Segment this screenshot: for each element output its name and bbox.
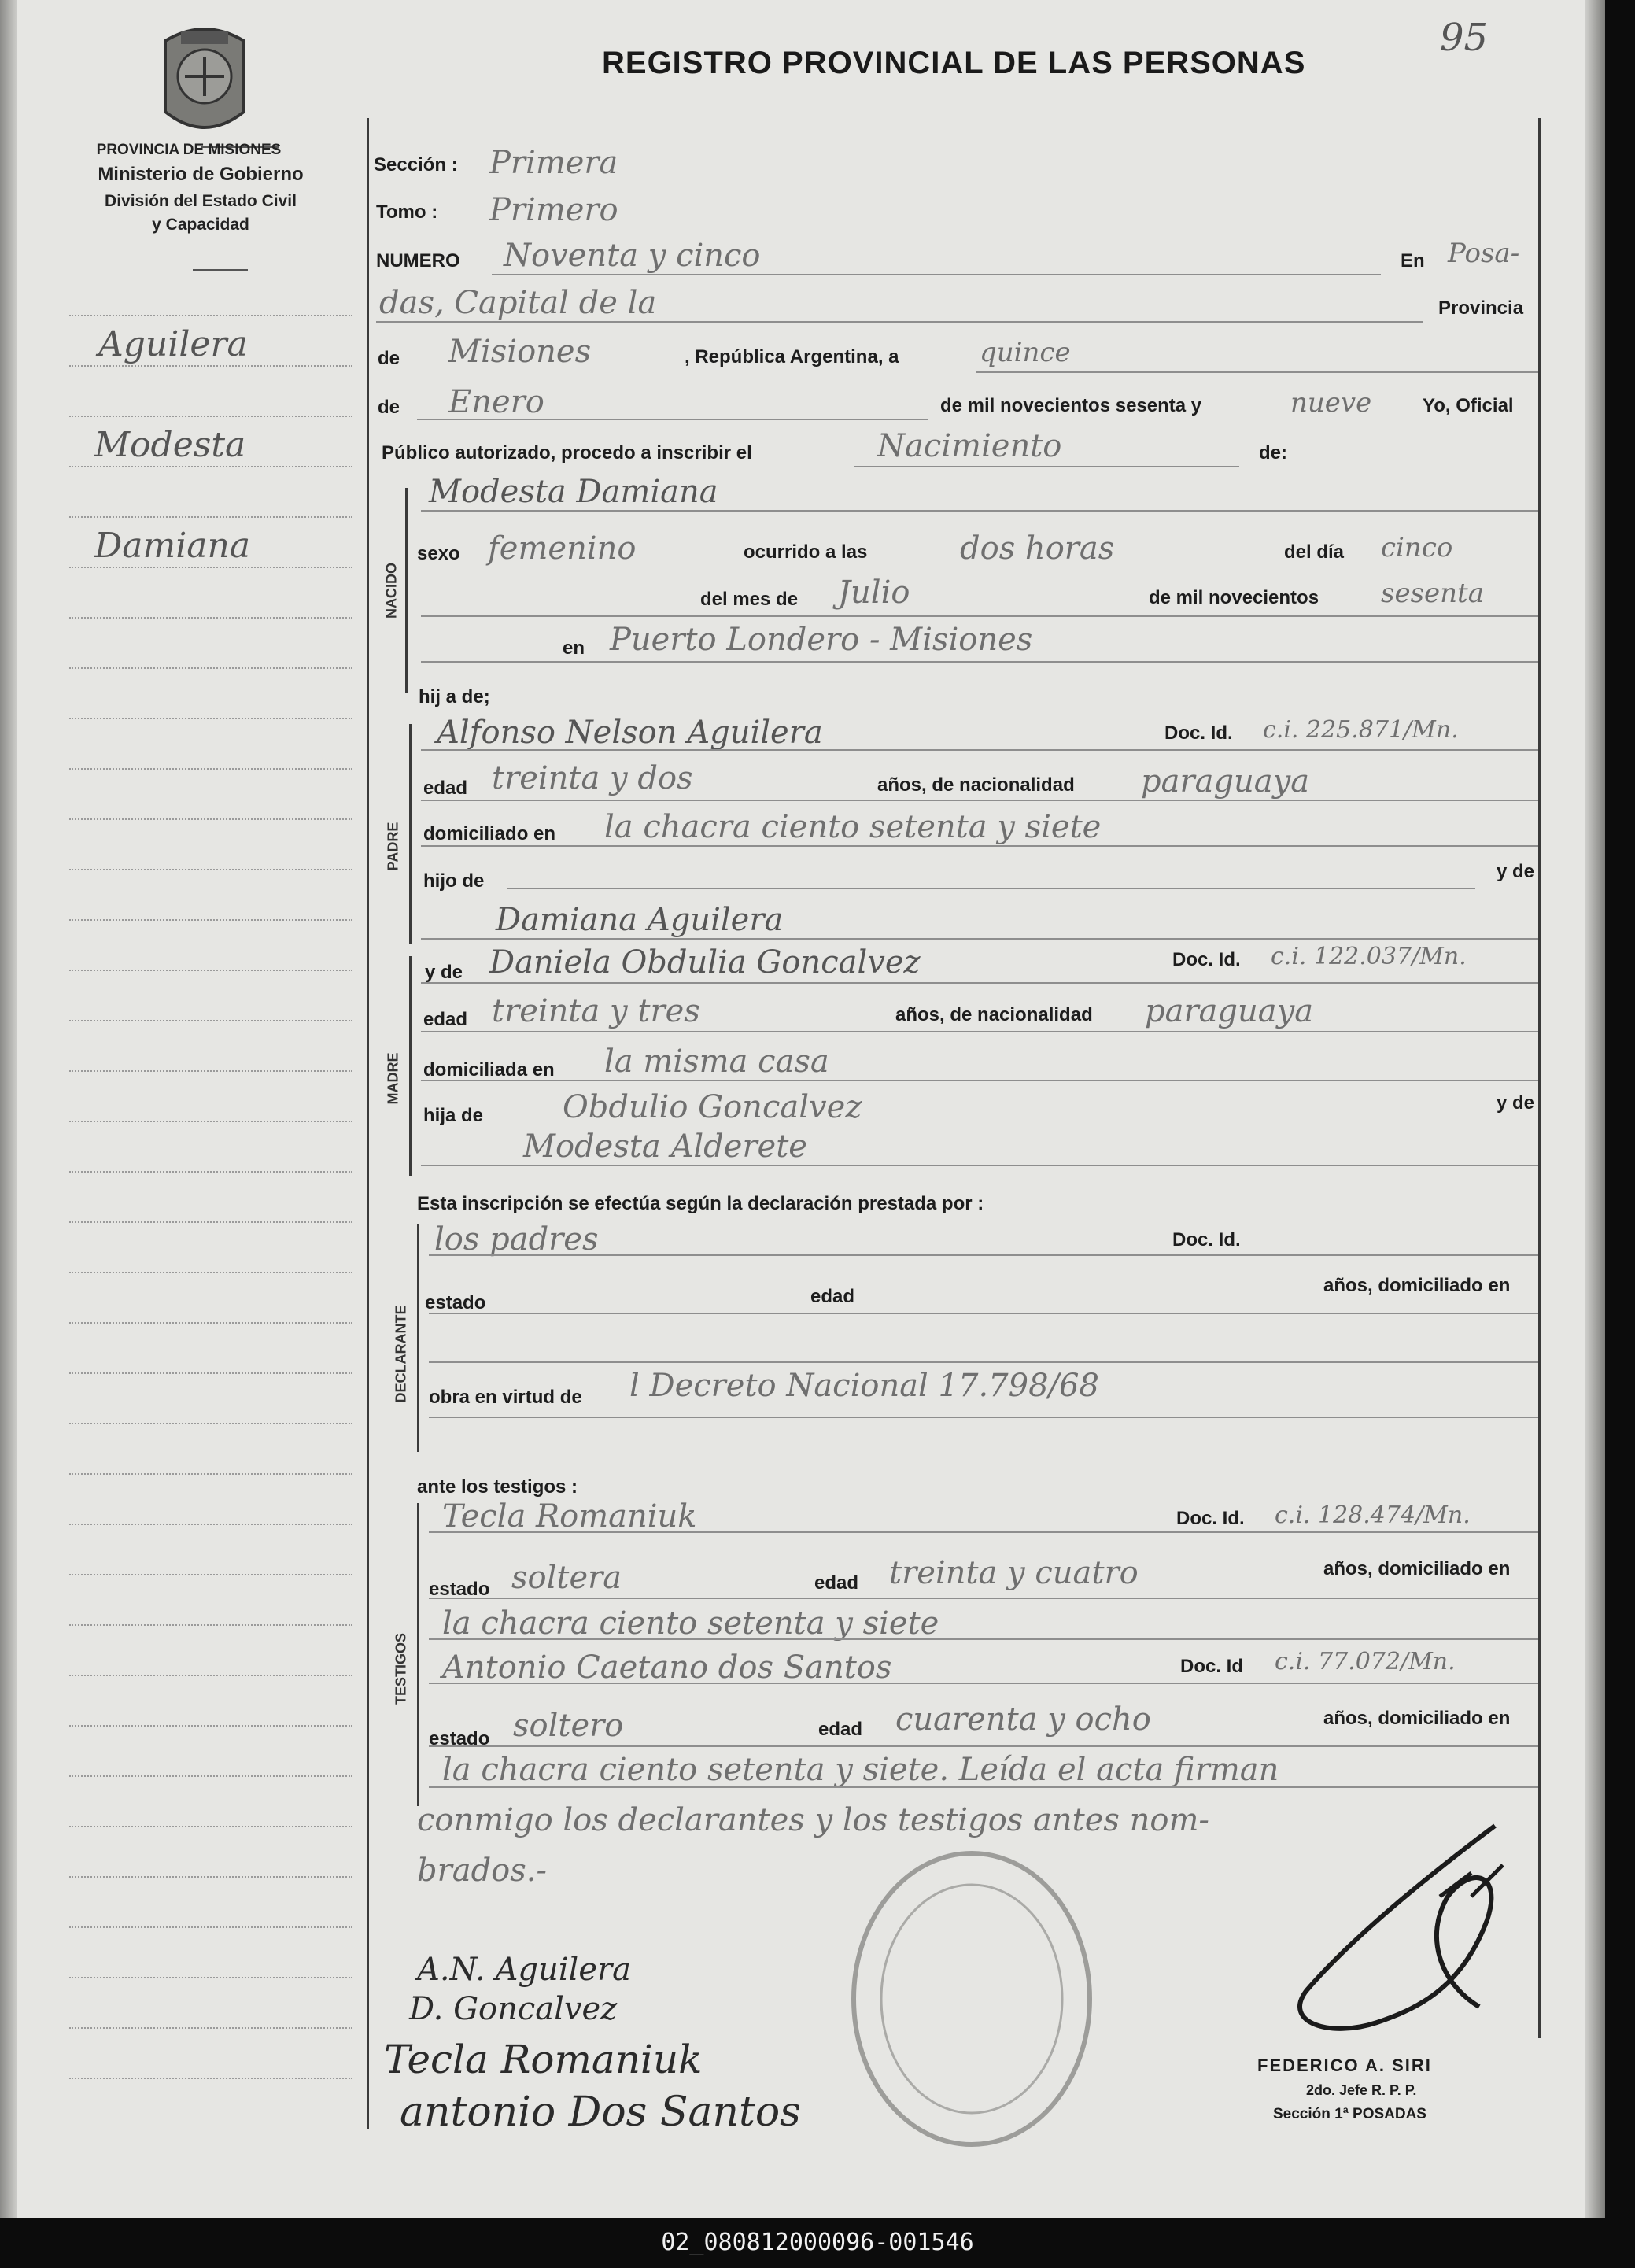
margin-ruled-line	[69, 768, 352, 770]
testigos-bracket	[417, 1503, 419, 1806]
abuela-paterna: Damiana Aguilera	[496, 902, 784, 938]
margin-ruled-line	[69, 466, 352, 467]
lugar-label: en	[563, 637, 585, 659]
hija-de-madre-label: hija de	[423, 1105, 484, 1126]
testigo1-dom-line	[429, 1638, 1538, 1640]
margin-second-name: Damiana	[94, 526, 251, 566]
margin-ruled-line	[69, 1020, 352, 1021]
en-label: En	[1401, 250, 1425, 271]
anio-value: nueve	[1290, 387, 1372, 419]
mes-nac-label: del mes de	[700, 589, 799, 610]
official-role: 2do. Jefe R. P. P.	[1306, 2082, 1417, 2098]
margin-ruled-line	[69, 718, 352, 719]
padre-doc-value: c.i. 225.871/Mn.	[1263, 716, 1459, 744]
testigo1-anios-label: años, domiciliado en	[1323, 1558, 1511, 1579]
numero-label: NUMERO	[376, 250, 460, 271]
padre-dom-label: domiciliado en	[423, 823, 556, 844]
page-number: 95	[1440, 16, 1489, 60]
margin-ruled-line	[69, 1574, 352, 1575]
seccion-label: Sección :	[374, 154, 458, 175]
dia-line	[976, 371, 1538, 373]
madre-yde2-label: y de	[1497, 1092, 1535, 1114]
margin-first-name: Modesta	[94, 425, 246, 465]
en-value: Posa-	[1448, 238, 1520, 269]
issuer-ministry: Ministerio de Gobierno	[98, 164, 304, 185]
testigo1-doc-label: Doc. Id.	[1176, 1508, 1245, 1529]
obra-value: l Decreto Nacional 17.798/68	[629, 1368, 1099, 1404]
padre-yde-label: y de	[1497, 861, 1535, 882]
mes-line	[417, 419, 928, 420]
oficial-label: Yo, Oficial	[1423, 395, 1514, 416]
testigo2-dom-line	[429, 1786, 1538, 1788]
tomo-label: Tomo :	[376, 201, 438, 223]
nacido-nombre-line	[421, 510, 1538, 512]
madre-nac-label: años, de nacionalidad	[895, 1004, 1093, 1025]
padre-dom-line	[421, 845, 1538, 847]
testigo2-nombre: Antonio Caetano dos Santos	[442, 1649, 892, 1686]
margin-ruled-line	[69, 1675, 352, 1676]
padre-nombre-line	[421, 749, 1538, 751]
official-section: Sección 1ª POSADAS	[1273, 2106, 1426, 2122]
page-title: REGISTRO PROVINCIAL DE LAS PERSONAS	[602, 46, 1306, 80]
madre-dom-line	[421, 1080, 1538, 1081]
testigo1-nombre-line	[429, 1531, 1538, 1533]
margin-ruled-line	[69, 1926, 352, 1928]
nacido-bracket	[405, 488, 408, 693]
mes-nac-value: Julio	[838, 574, 910, 611]
declarante-doc-label: Doc. Id.	[1172, 1229, 1241, 1250]
anio-label: de mil novecientos sesenta y	[940, 395, 1202, 416]
coat-of-arms-icon	[149, 17, 260, 143]
hijo-de-line	[507, 888, 1475, 889]
testigo2-estado-line	[429, 1745, 1538, 1747]
place-continuation: das, Capital de la	[379, 285, 657, 321]
madre-edad-value: treinta y tres	[492, 993, 700, 1029]
testigo2-dom: la chacra ciento setenta y siete. Leída el acta firman	[442, 1752, 1279, 1788]
testigo1-estado-label: estado	[429, 1579, 490, 1600]
testigo2-edad: cuarenta y ocho	[895, 1701, 1151, 1738]
de2-label: de	[378, 397, 400, 418]
de3-label: de:	[1259, 442, 1287, 464]
issuer-capacity: y Capacidad	[152, 216, 249, 234]
margin-ruled-line	[69, 315, 352, 316]
hora-label: ocurrido a las	[744, 541, 868, 563]
declarante-section-label: DECLARANTE	[393, 1305, 409, 1403]
testigo1-nombre: Tecla Romaniuk	[442, 1498, 697, 1535]
declarante-estado-label: estado	[425, 1292, 486, 1313]
margin-ruled-line	[69, 1423, 352, 1424]
margin-ruled-line	[69, 1524, 352, 1525]
declarante-intro: Esta inscripción se efectúa según la declaración prestada por :	[417, 1193, 984, 1214]
madre-yde-label: y de	[425, 962, 463, 983]
hija-de-label: hij a de;	[419, 686, 490, 707]
acto-value: Nacimiento	[877, 428, 1062, 464]
page-left-edge	[0, 0, 17, 2218]
fecha-line	[421, 615, 1538, 617]
form-right-rule	[1538, 118, 1541, 2038]
closing-line-1: conmigo los declarantes y los testigos antes nom-	[417, 1802, 1209, 1838]
padre-doc-label: Doc. Id.	[1164, 722, 1233, 744]
issuer-division: División del Estado Civil	[105, 192, 297, 210]
testigo1-estado-line	[429, 1598, 1538, 1599]
page-right-edge	[1585, 0, 1605, 2218]
margin-vertical-rule	[367, 118, 369, 2129]
sexo-label: sexo	[417, 543, 460, 564]
testigo1-edad: treinta y cuatro	[889, 1555, 1139, 1591]
signature-testigo2: antonio Dos Santos	[400, 2089, 801, 2136]
margin-ruled-line	[69, 1977, 352, 1978]
padre-edad-value: treinta y dos	[492, 760, 693, 796]
place-line	[376, 321, 1423, 323]
margin-ruled-line	[69, 516, 352, 518]
madre-nac-value: paraguaya	[1145, 993, 1314, 1029]
madre-bracket	[409, 956, 412, 1176]
testigos-section-label: TESTIGOS	[393, 1633, 409, 1705]
publico-label: Público autorizado, procedo a inscribir el	[382, 442, 752, 464]
testigo2-nombre-line	[429, 1683, 1538, 1684]
madre-dom-value: la misma casa	[604, 1044, 829, 1080]
margin-ruled-line	[69, 416, 352, 417]
hijo-de-label: hijo de	[423, 870, 485, 892]
nacido-nombre: Modesta Damiana	[429, 474, 718, 510]
madre-edad-label: edad	[423, 1009, 468, 1030]
madre-section-label: MADRE	[385, 1052, 401, 1105]
madre-nombre-line	[421, 982, 1538, 984]
margin-ruled-line	[69, 1725, 352, 1727]
madre-edad-line	[421, 1031, 1538, 1032]
numero-value: Noventa y cinco	[504, 238, 761, 274]
margin-ruled-line	[69, 1624, 352, 1626]
seccion-value: Primera	[489, 145, 618, 181]
lugar-line	[421, 661, 1538, 663]
margin-ruled-line	[69, 818, 352, 820]
padre-nombre: Alfonso Nelson Aguilera	[437, 715, 823, 751]
signature-testigo1: Tecla Romaniuk	[384, 2037, 703, 2082]
hora-value: dos horas	[960, 530, 1115, 567]
closing-line-2: brados.-	[417, 1852, 548, 1889]
padre-dom-value: la chacra ciento setenta y siete	[604, 809, 1102, 845]
republica-label: , República Argentina, a	[685, 346, 899, 368]
padre-edad-line	[421, 800, 1538, 801]
margin-ruled-line	[69, 2027, 352, 2029]
de-label: de	[378, 348, 400, 369]
declarante-nombre: los padres	[434, 1221, 599, 1258]
margin-ruled-line	[69, 567, 352, 568]
margin-ruled-line	[69, 1826, 352, 1827]
madre-doc-value: c.i. 122.037/Mn.	[1271, 943, 1467, 970]
declarante-estado-line	[429, 1313, 1538, 1314]
margin-ruled-line	[69, 1121, 352, 1122]
margin-ruled-line	[69, 1322, 352, 1324]
testigo1-estado: soltera	[511, 1560, 622, 1596]
margin-ruled-line	[69, 919, 352, 921]
margin-surname: Aguilera	[98, 324, 248, 364]
margin-ruled-line	[69, 617, 352, 619]
declarante-dom-line	[429, 1361, 1538, 1363]
padre-edad-label: edad	[423, 778, 468, 799]
testigo2-anios-label: años, domiciliado en	[1323, 1708, 1511, 1729]
testigo2-estado: soltero	[513, 1708, 624, 1744]
dia-nac-label: del día	[1284, 541, 1345, 563]
lugar-value: Puerto Londero - Misiones	[610, 622, 1033, 658]
madre-doc-label: Doc. Id.	[1172, 949, 1241, 970]
nacido-section-label: NACIDO	[383, 563, 400, 619]
margin-ruled-line	[69, 1221, 352, 1223]
testigo1-edad-label: edad	[814, 1572, 859, 1594]
declarante-bracket	[417, 1224, 419, 1452]
padre-nac-value: paraguaya	[1141, 763, 1310, 800]
provincia-label: Provincia	[1438, 297, 1524, 319]
abuelo-materno: Obdulio Goncalvez	[563, 1089, 862, 1125]
official-seal-stamp	[846, 1841, 1098, 2156]
margin-ruled-line	[69, 1775, 352, 1777]
acto-line	[854, 466, 1239, 467]
madre-dom-label: domiciliada en	[423, 1059, 555, 1080]
margin-ruled-line	[69, 1171, 352, 1173]
margin-ruled-line	[69, 365, 352, 367]
margin-ruled-line	[69, 1876, 352, 1878]
testigo2-doc-label: Doc. Id	[1180, 1656, 1244, 1677]
dia-value: quince	[980, 337, 1071, 368]
anio-nac-value: sesenta	[1381, 578, 1484, 609]
margin-ruled-line	[69, 970, 352, 971]
mes-value: Enero	[448, 384, 544, 420]
abuela-materna: Modesta Alderete	[523, 1128, 807, 1165]
issuer-underline	[193, 269, 248, 271]
dia-nac-value: cinco	[1381, 532, 1453, 563]
padre-section-label: PADRE	[385, 822, 401, 871]
testigo1-dom: la chacra ciento setenta y siete	[442, 1605, 939, 1642]
margin-ruled-line	[69, 1473, 352, 1475]
official-signature	[1235, 1802, 1566, 2062]
image-id-footer: 02_080812000096-001546	[0, 2218, 1635, 2268]
margin-ruled-line	[69, 1070, 352, 1072]
padre-nac-label: años, de nacionalidad	[877, 774, 1075, 796]
obra-label: obra en virtud de	[429, 1387, 582, 1408]
margin-ruled-line	[69, 667, 352, 669]
sexo-value: femenino	[488, 530, 637, 567]
padre-bracket	[409, 724, 412, 944]
tomo-value: Primero	[489, 192, 618, 228]
margin-ruled-line	[69, 1372, 352, 1374]
testigo2-doc-value: c.i. 77.072/Mn.	[1275, 1648, 1456, 1675]
issuer-province: PROVINCIA DE MISIONES	[96, 142, 282, 158]
margin-ruled-line	[69, 869, 352, 870]
numero-line	[492, 274, 1381, 275]
declarante-nombre-line	[429, 1254, 1538, 1256]
testigo2-estado-label: estado	[429, 1728, 490, 1749]
margin-ruled-line	[69, 1272, 352, 1273]
declarante-anios-label: años, domiciliado en	[1323, 1275, 1511, 1296]
signature-padre: A.N. Aguilera	[417, 1952, 631, 1988]
signature-madre: D. Goncalvez	[409, 1991, 618, 2027]
obra-line	[429, 1417, 1538, 1418]
abuela-line	[421, 938, 1538, 940]
testigos-intro: ante los testigos :	[417, 1476, 578, 1498]
testigo2-edad-label: edad	[818, 1719, 863, 1740]
provincia-value: Misiones	[448, 334, 592, 370]
madre-nombre: Daniela Obdulia Goncalvez	[489, 944, 921, 981]
declarante-edad-label: edad	[810, 1286, 855, 1307]
abuela-materna-line	[421, 1165, 1538, 1166]
margin-ruled-line	[69, 2078, 352, 2079]
official-name: FEDERICO A. SIRI	[1257, 2056, 1432, 2075]
testigo1-doc-value: c.i. 128.474/Mn.	[1275, 1502, 1471, 1529]
anio-nac-label: de mil novecientos	[1149, 587, 1319, 608]
